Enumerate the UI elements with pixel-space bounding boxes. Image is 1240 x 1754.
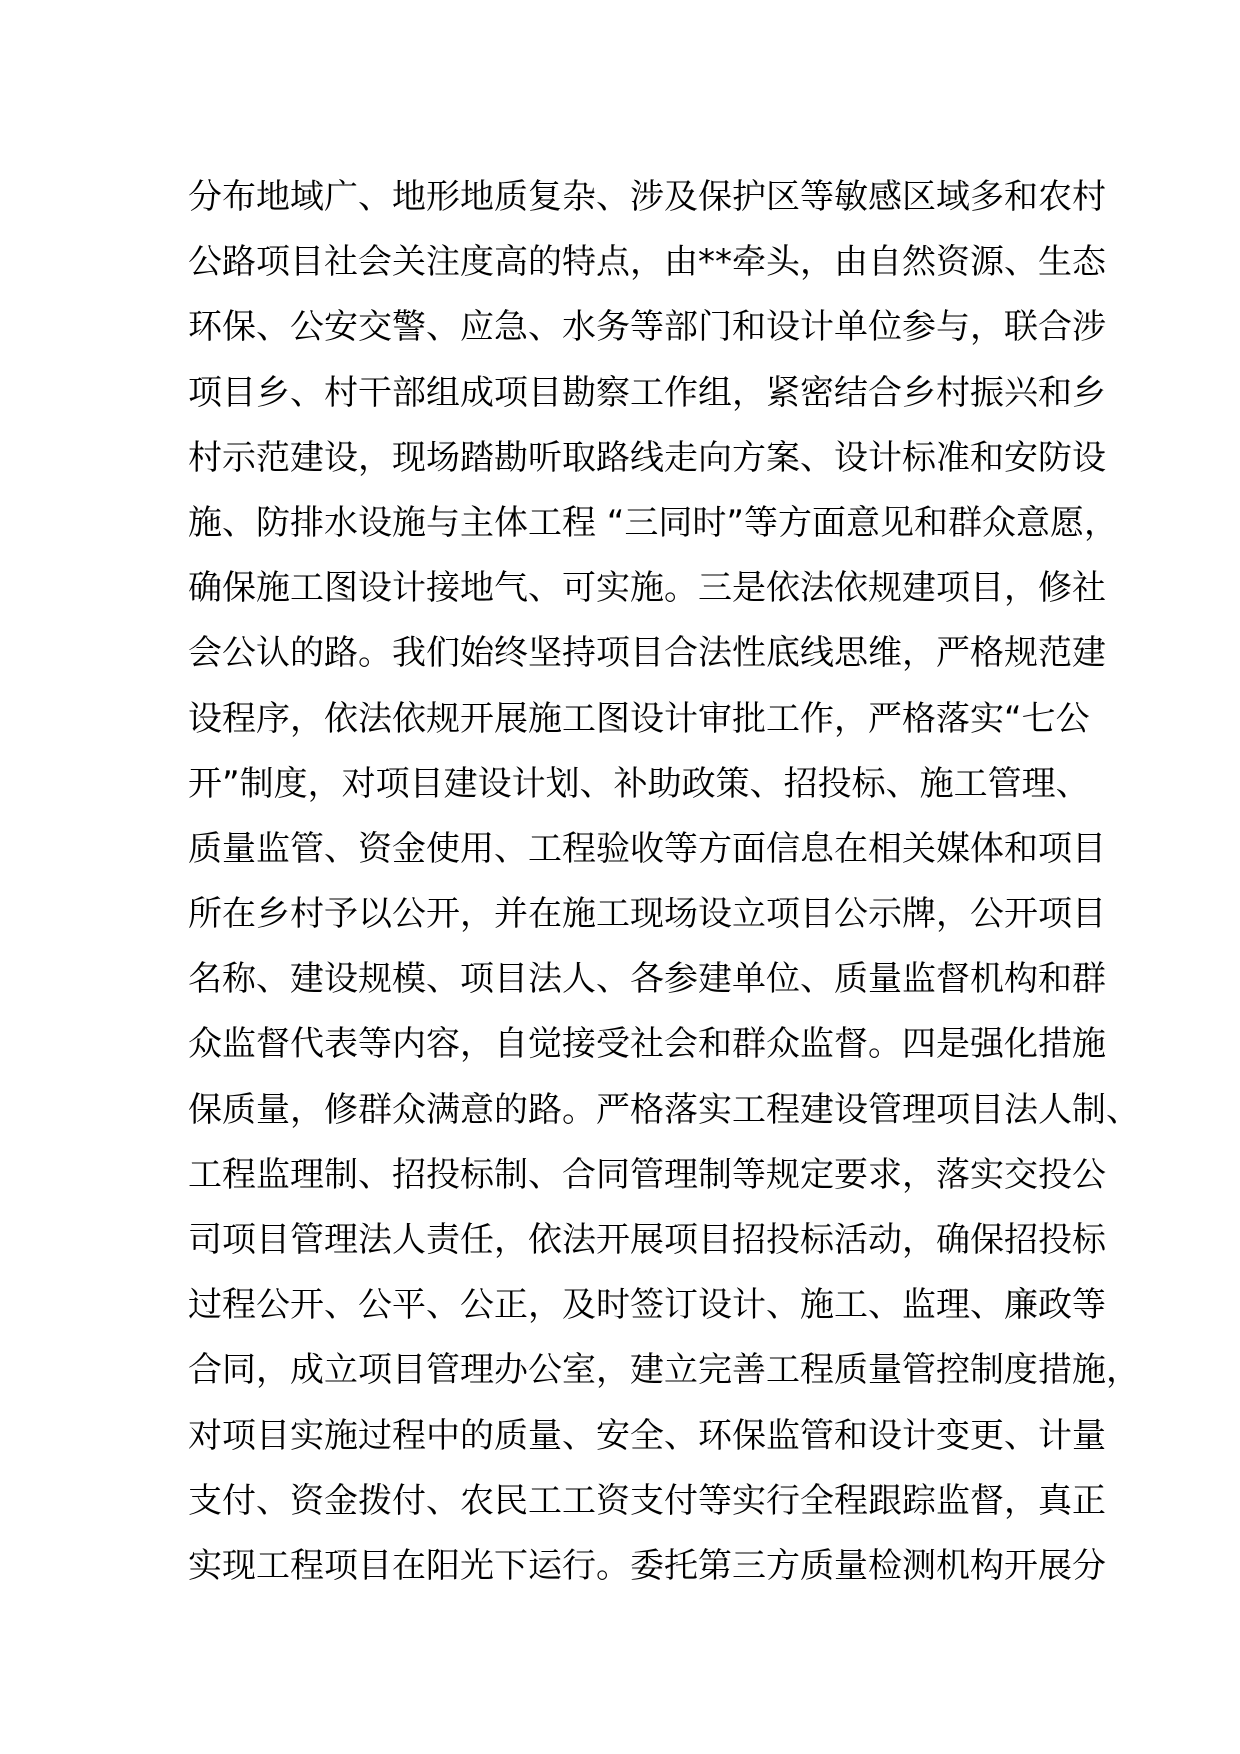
text-line: 所在乡村予以公开，并在施工现场设立项目公示牌，公开项目	[188, 894, 1106, 935]
text-line: 确保施工图设计接地气、可实施。三是依法依规建项目，修社	[188, 568, 1106, 609]
text-line: 名称、建设规模、项目法人、各参建单位、质量监督机构和群	[188, 959, 1106, 1000]
text-line: 分布地域广、地形地质复杂、涉及保护区等敏感区域多和农村	[188, 177, 1106, 217]
text-line: 过程公开、公平、公正，及时签订设计、施工、监理、廉政等	[188, 1285, 1106, 1326]
text-line: 实现工程项目在阳光下运行。委托第三方质量检测机构开展分	[188, 1545, 1106, 1586]
text-line: 开”制度，对项目建设计划、补助政策、招投标、施工管理、	[188, 763, 1090, 804]
text-line: 公路项目社会关注度高的特点，由**牵头，由自然资源、生态	[188, 242, 1106, 283]
text-line: 项目乡、村干部组成项目勘察工作组，紧密结合乡村振兴和乡	[188, 372, 1106, 413]
text-line: 会公认的路。我们始终坚持项目合法性底线思维，严格规范建	[188, 633, 1106, 674]
text-line: 村示范建设，现场踏勘听取路线走向方案、设计标准和安防设	[188, 437, 1106, 478]
text-line: 质量监管、资金使用、工程验收等方面信息在相关媒体和项目	[188, 828, 1106, 869]
text-line: 环保、公安交警、应急、水务等部门和设计单位参与，联合涉	[188, 307, 1106, 348]
text-line: 支付、资金拨付、农民工工资支付等实行全程跟踪监督，真正	[188, 1480, 1106, 1521]
text-line: 保质量，修群众满意的路。严格落实工程建设管理项目法人制、	[188, 1089, 1140, 1130]
text-line: 众监督代表等内容，自觉接受社会和群众监督。四是强化措施	[188, 1024, 1106, 1065]
text-line: 司项目管理法人责任，依法开展项目招投标活动，确保招投标	[188, 1220, 1106, 1260]
text-line: 施、防排水设施与主体工程 “三同时”等方面意见和群众意愿，	[188, 502, 1119, 543]
text-line: 对项目实施过程中的质量、安全、环保监管和设计变更、计量	[188, 1415, 1106, 1456]
text-line: 工程监理制、招投标制、合同管理制等规定要求，落实交投公	[188, 1154, 1106, 1195]
text-line: 设程序，依法依规开展施工图设计审批工作，严格落实“七公	[188, 698, 1090, 739]
body-text	[188, 165, 1140, 1599]
text-line: 合同，成立项目管理办公室，建立完善工程质量管控制度措施，	[188, 1350, 1140, 1391]
